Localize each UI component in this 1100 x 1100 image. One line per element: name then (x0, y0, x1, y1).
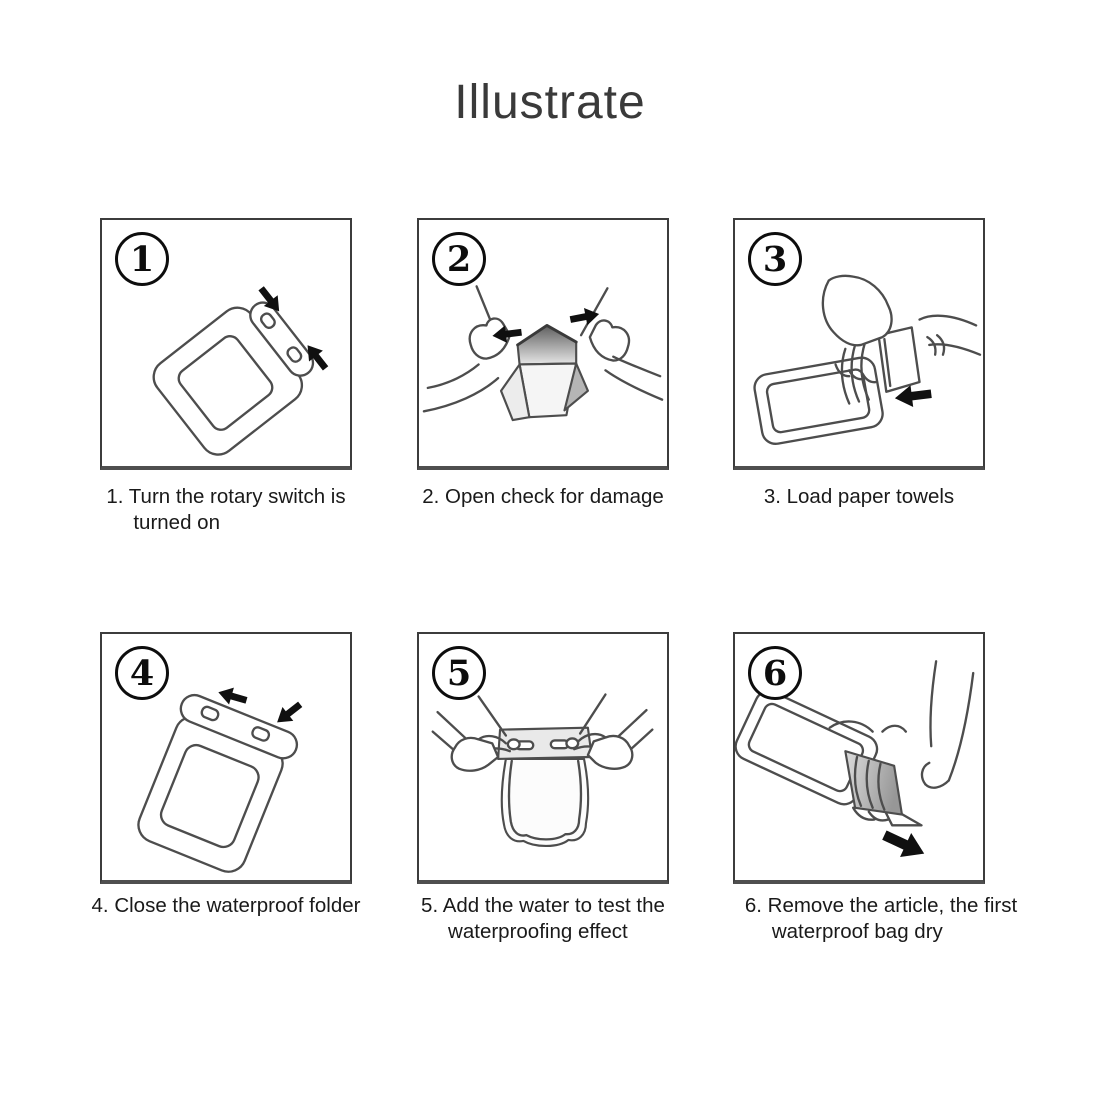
step-number: 3 (762, 238, 788, 280)
step-5-number-badge (432, 646, 486, 700)
caption-line: 3. Load paper towels (763, 485, 955, 508)
step-2-caption (363, 484, 723, 510)
step-3-number-badge (748, 232, 802, 286)
step-6-number-badge (748, 646, 802, 700)
page-title: Illustrate (454, 76, 646, 129)
caption-line: turned on (133, 511, 220, 534)
step-4-caption (46, 893, 406, 919)
step-6-caption (701, 893, 1061, 945)
step-number: 1 (129, 238, 155, 280)
step-panel-5 (417, 632, 669, 884)
caption-line: 4. Close the waterproof folder (91, 894, 361, 917)
step-panel-2 (417, 218, 669, 470)
step-panel-3 (733, 218, 985, 470)
step-panel-4 (100, 632, 352, 884)
step-number: 4 (129, 652, 155, 694)
caption-line: 6. Remove the article, the first (744, 894, 1018, 917)
step-1-caption (46, 484, 406, 536)
step-5-caption (363, 893, 723, 945)
caption-line: 2. Open check for damage (422, 485, 664, 508)
caption-line: waterproofing effect (448, 920, 628, 943)
step-number: 2 (446, 238, 472, 280)
step-1-number-badge (115, 232, 169, 286)
step-panel-6 (733, 632, 985, 884)
step-number: 5 (446, 652, 472, 694)
caption-line: 1. Turn the rotary switch is (106, 485, 346, 508)
step-4-number-badge (115, 646, 169, 700)
step-panel-1 (100, 218, 352, 470)
step-number: 6 (762, 652, 788, 694)
caption-line: 5. Add the water to test the (421, 894, 665, 917)
step-3-caption (679, 484, 1039, 510)
caption-line: waterproof bag dry (771, 920, 943, 943)
step-2-number-badge (432, 232, 486, 286)
